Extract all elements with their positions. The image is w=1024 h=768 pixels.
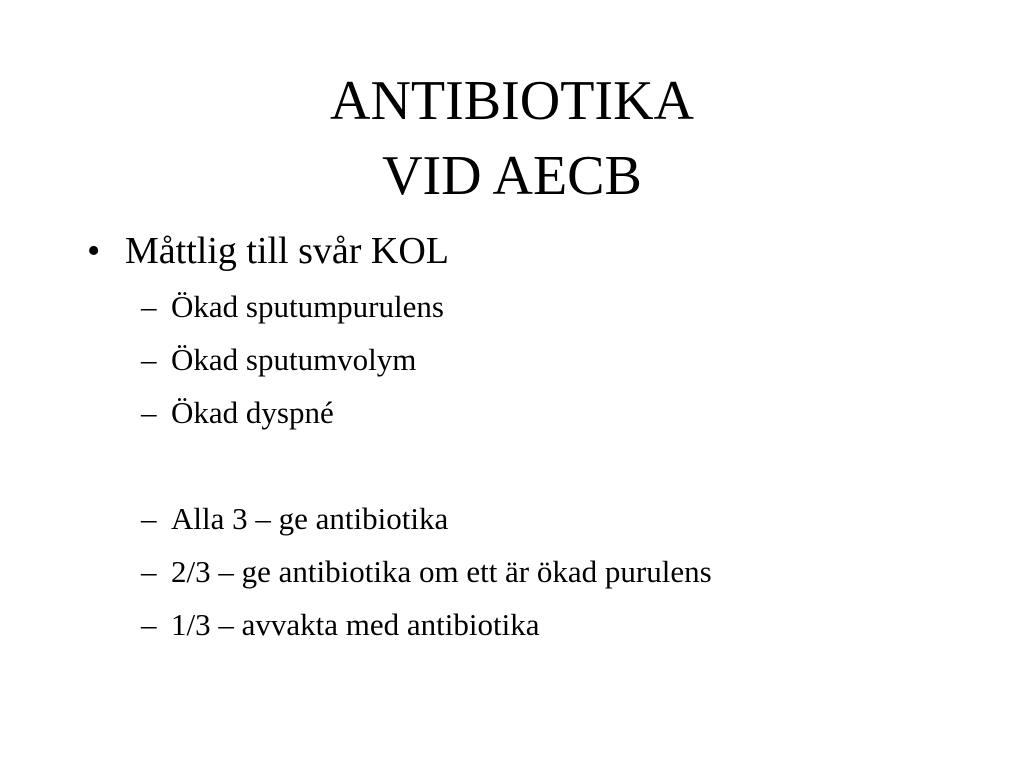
sub-item-sputumvolym (141, 340, 416, 380)
sub-item-sputumpurulens (141, 287, 444, 327)
dash-icon: – (141, 342, 157, 377)
sub-item-text: Alla 3 – ge antibiotika (171, 501, 449, 536)
sub-item-text: Ökad dyspné (171, 395, 334, 430)
dash-icon: – (141, 607, 157, 642)
dash-icon: – (141, 395, 157, 430)
sub-item-dyspne (141, 393, 334, 433)
sub-item-2-of-3 (141, 552, 712, 592)
sub-item-text: Ökad sputumvolym (171, 342, 417, 377)
sub-item-alla-3 (141, 499, 448, 539)
slide-title-line-1: ANTIBIOTIKA (330, 70, 694, 132)
sub-item-text: Ökad sputumpurulens (171, 289, 444, 324)
bullet-item-kol (87, 226, 449, 276)
slide-title-line-2: VID AECB (382, 145, 642, 207)
dash-icon: – (141, 501, 157, 536)
dash-icon: – (141, 289, 157, 324)
sub-item-text: 1/3 – avvakta med antibiotika (171, 607, 540, 642)
dash-icon: – (141, 554, 157, 589)
sub-item-1-of-3 (141, 605, 539, 645)
bullet-text: Måttlig till svår KOL (125, 230, 450, 272)
bullet-dot-icon: • (87, 230, 101, 272)
sub-item-text: 2/3 – ge antibiotika om ett är ökad purulens (171, 554, 712, 589)
